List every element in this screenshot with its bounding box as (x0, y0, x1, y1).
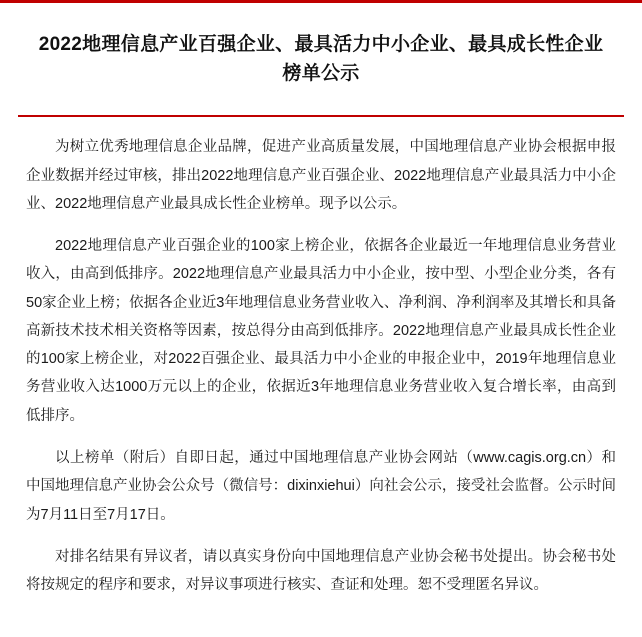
title-divider-container (0, 109, 642, 117)
paragraph-4: 对排名结果有异议者，请以真实身份向中国地理信息产业协会秘书处提出。协会秘书处将按规定的程序和要求，对异议事项进行核实、查证和处理。恕不受理匿名异议。 (26, 548, 616, 594)
paragraph-3: 以上榜单（附后）自即日起，通过中国地理信息产业协会网站（www.cagis.org.cn）和中国地理信息产业协会公众号（微信号：dixinxiehui）向社会公示，接受社会监督。公示时间为7月11日至7月17日。 (26, 449, 616, 523)
page-title: 2022地理信息产业百强企业、最具活力中小企业、最具成长性企业榜单公示 (38, 33, 604, 85)
top-accent-rule (0, 0, 642, 3)
paragraph-2: 2022地理信息产业百强企业的100家上榜企业，依据各企业最近一年地理信息业务营业收入，由高到低排序。2022地理信息产业最具活力中小企业，按中型、小型企业分类，各有50家企业上榜；依据各企业近3年地理信息业务营业收入、净利润、净利润率及其增长和具备高新技术技术相关资格等因素，按总得分由高到低排序。2022地理信息产业最具成长性企业的100家上榜企业，对2022百强企业、最具活力中小企业的申报企业中，2019年地理信息业务营业收入达1000万元以上的企业，依据近3年地理信息业务营业收入复合增长率，由高到低排序。 (26, 238, 616, 424)
document-body (0, 117, 642, 599)
paragraph-1: 为树立优秀地理信息企业品牌，促进产业高质量发展，中国地理信息产业协会根据申报企业数据并经过审核，排出2022地理信息产业百强企业、2022地理信息产业最具活力中小企业、2022地理信息产业最具成长性企业榜单。现予以公示。 (26, 139, 616, 212)
